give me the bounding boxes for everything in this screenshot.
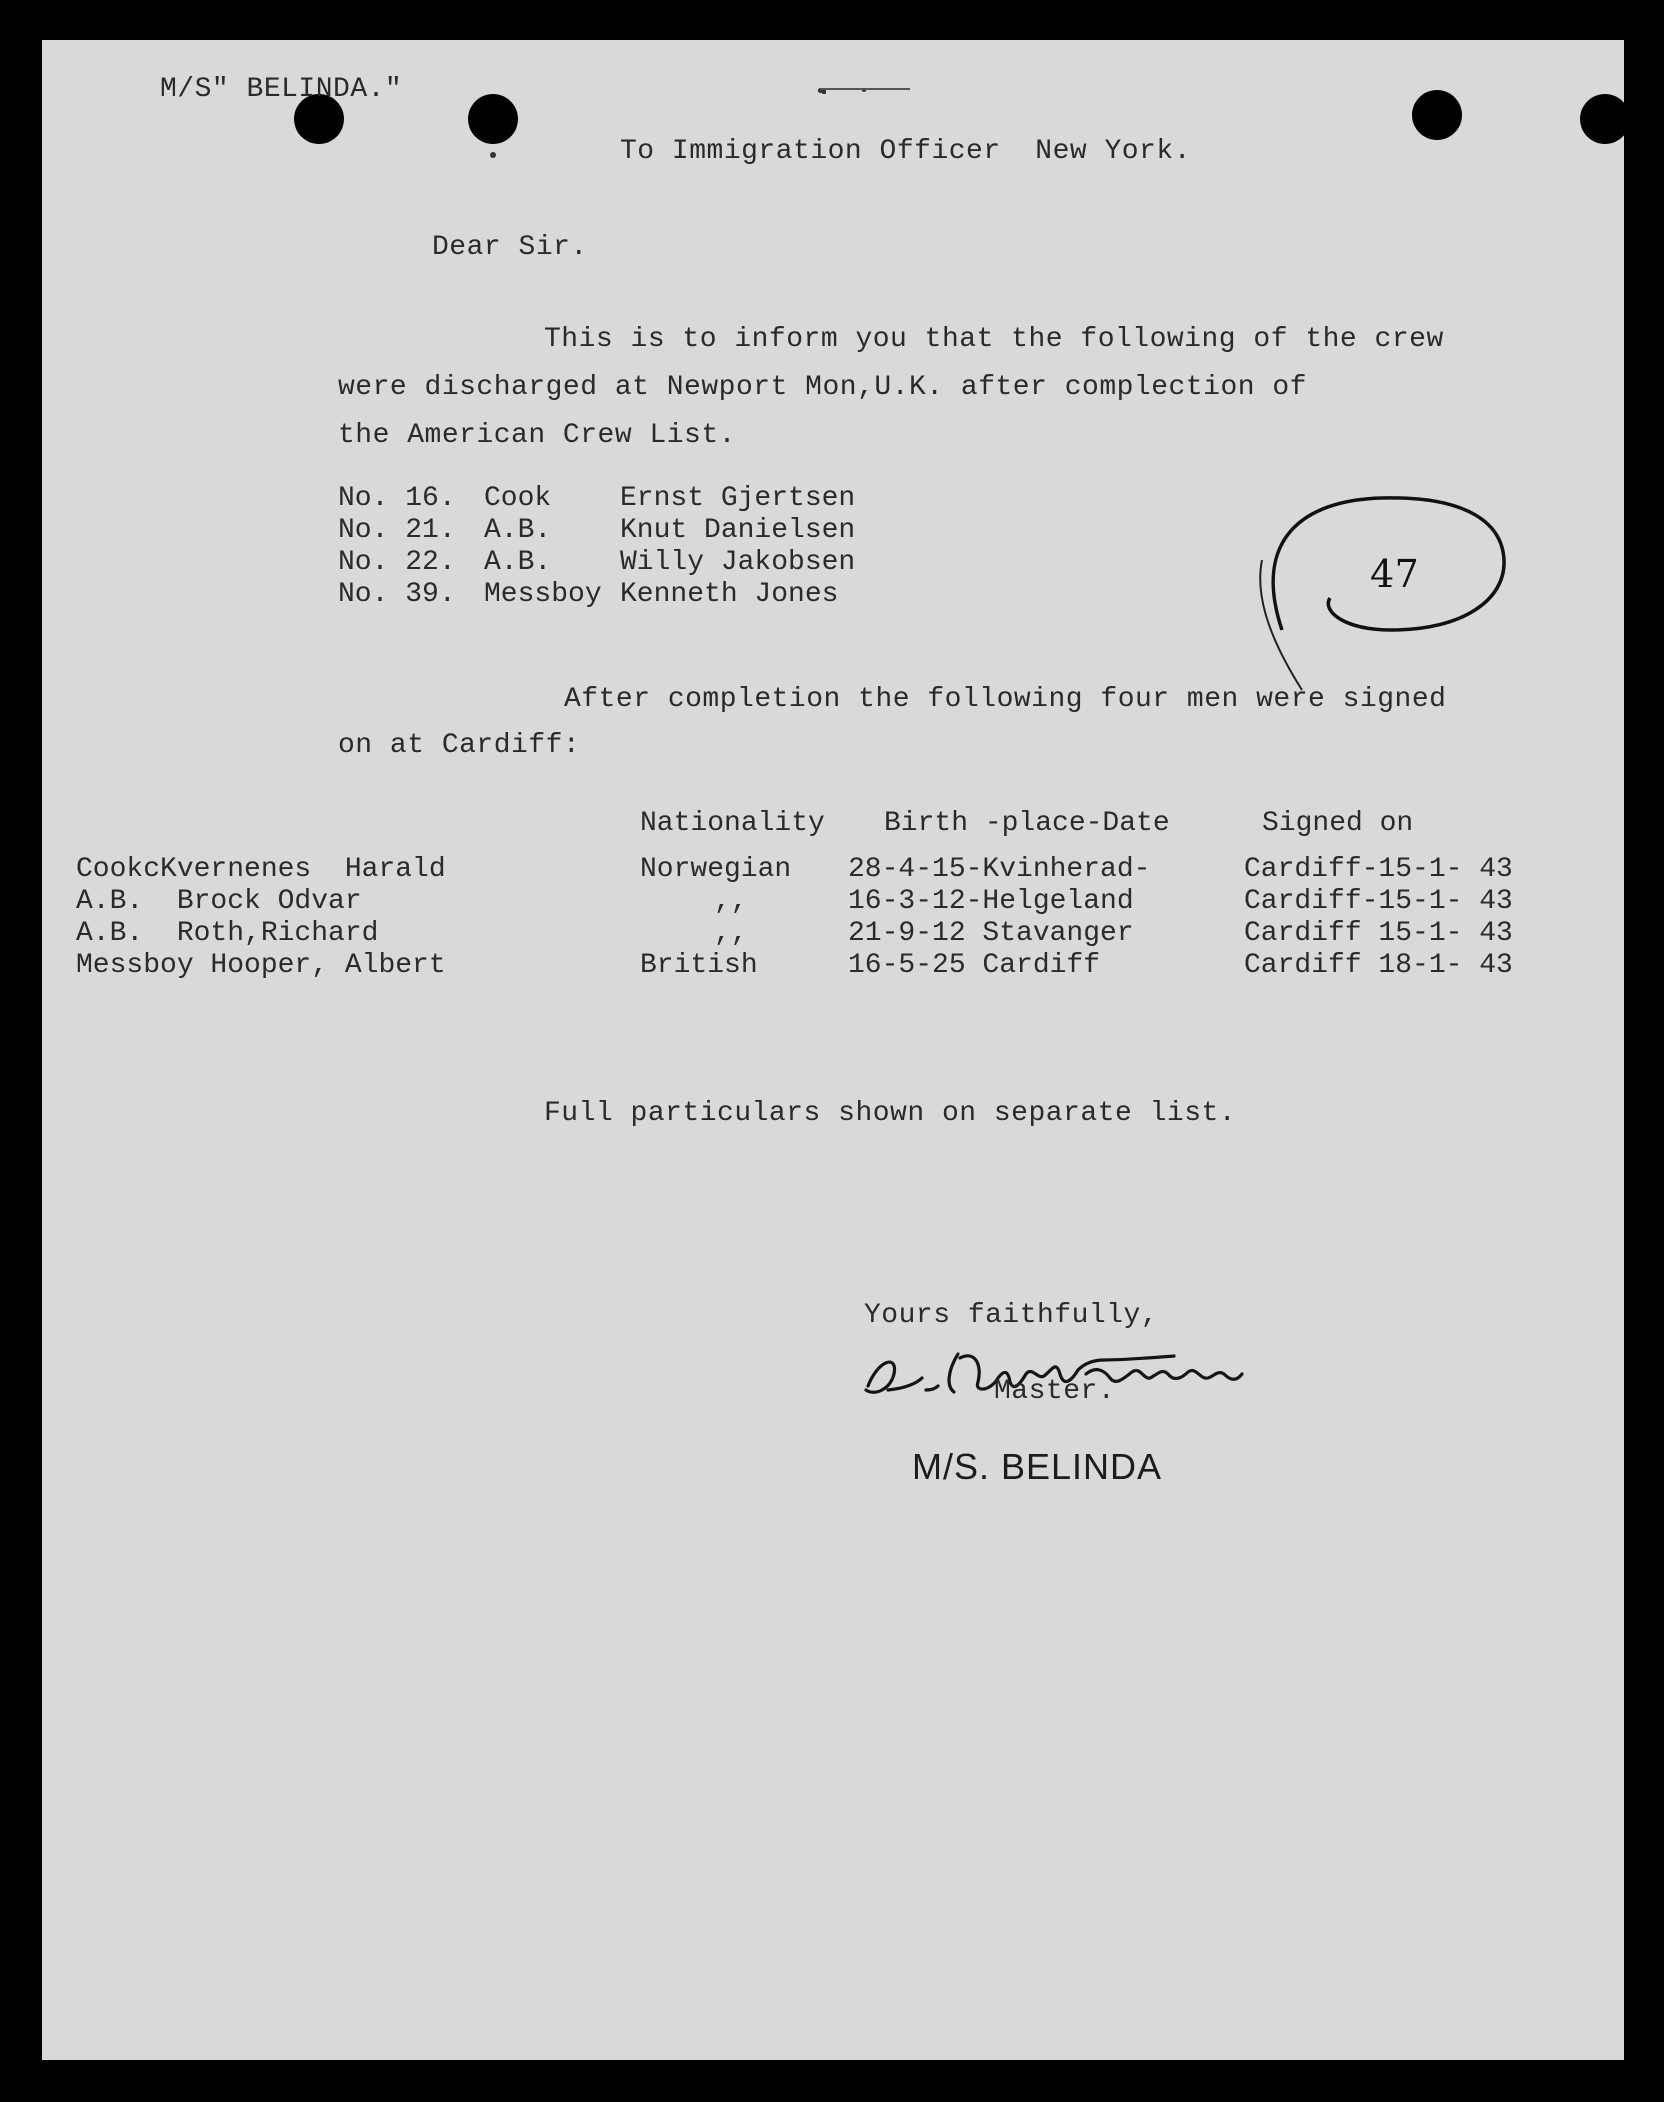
- ship-stamp: M/S. BELINDA: [912, 1446, 1163, 1487]
- addressee-line: To Immigration Officer New York.: [620, 136, 1191, 167]
- crew-name: Ernst Gjertsen: [620, 483, 856, 514]
- crew-name: Knut Danielsen: [620, 515, 856, 546]
- paragraph-2-line: on at Cardiff:: [338, 730, 581, 761]
- crew-number: No. 22.: [338, 547, 456, 578]
- crew-name: A.B. Roth,Richard: [76, 918, 379, 949]
- column-header-nationality: Nationality: [640, 808, 825, 839]
- paper-speck: [490, 152, 496, 158]
- crew-name: Messboy Hooper, Albert: [76, 950, 446, 981]
- punch-hole: [1580, 94, 1630, 144]
- crew-birth: 16-5-25 Cardiff: [848, 950, 1101, 981]
- crew-nationality: ,,: [714, 886, 748, 917]
- crew-signed: Cardiff 15-1- 43: [1244, 918, 1513, 949]
- crew-name: Willy Jakobsen: [620, 547, 856, 578]
- crew-number: No. 21.: [338, 515, 456, 546]
- crew-birth: 28-4-15-Kvinherad-: [848, 854, 1151, 885]
- paragraph-1-line: This is to inform you that the following of the crew: [544, 324, 1444, 355]
- punch-hole: [1412, 90, 1462, 140]
- paper-speck: [822, 90, 826, 94]
- crew-name: Kenneth Jones: [620, 579, 839, 610]
- paragraph-2-line: After completion the following four men were signed: [564, 684, 1447, 715]
- crew-signed: Cardiff-15-1- 43: [1244, 854, 1513, 885]
- punch-hole: [468, 94, 518, 144]
- crew-nationality: British: [640, 950, 758, 981]
- crew-signed: Cardiff-15-1- 43: [1244, 886, 1513, 917]
- crew-birth: 16-3-12-Helgeland: [848, 886, 1134, 917]
- crew-name: CookcKvernenes Harald: [76, 854, 446, 885]
- crew-rank: Cook: [484, 483, 552, 514]
- crew-birth: 21-9-12 Stavanger: [848, 918, 1134, 949]
- footer-line: Full particulars shown on separate list.: [544, 1098, 1237, 1129]
- crew-nationality: Norwegian: [640, 854, 792, 885]
- crew-number: No. 39.: [338, 579, 456, 610]
- crew-nationality: ,,: [714, 918, 748, 949]
- paragraph-1-line: the American Crew List.: [338, 420, 736, 451]
- signature-title: Master.: [994, 1376, 1116, 1407]
- closing: Yours faithfully,: [864, 1300, 1159, 1331]
- crew-number: No. 16.: [338, 483, 456, 514]
- crew-rank: A.B.: [484, 515, 552, 546]
- crew-rank: A.B.: [484, 547, 552, 578]
- ship-line: M/S" BELINDA.": [160, 74, 403, 105]
- paragraph-1-line: were discharged at Newport Mon,U.K. after complection of: [338, 372, 1307, 403]
- letter-page: [42, 40, 1624, 2060]
- column-header-signed: Signed on: [1262, 808, 1414, 839]
- crew-rank: Messboy: [484, 579, 602, 610]
- circled-number: 47: [1370, 552, 1420, 596]
- paper-speck: [820, 88, 910, 90]
- salutation: Dear Sir.: [432, 232, 588, 263]
- column-header-birth: Birth -place-Date: [884, 808, 1170, 839]
- crew-name: A.B. Brock Odvar: [76, 886, 362, 917]
- crew-signed: Cardiff 18-1- 43: [1244, 950, 1513, 981]
